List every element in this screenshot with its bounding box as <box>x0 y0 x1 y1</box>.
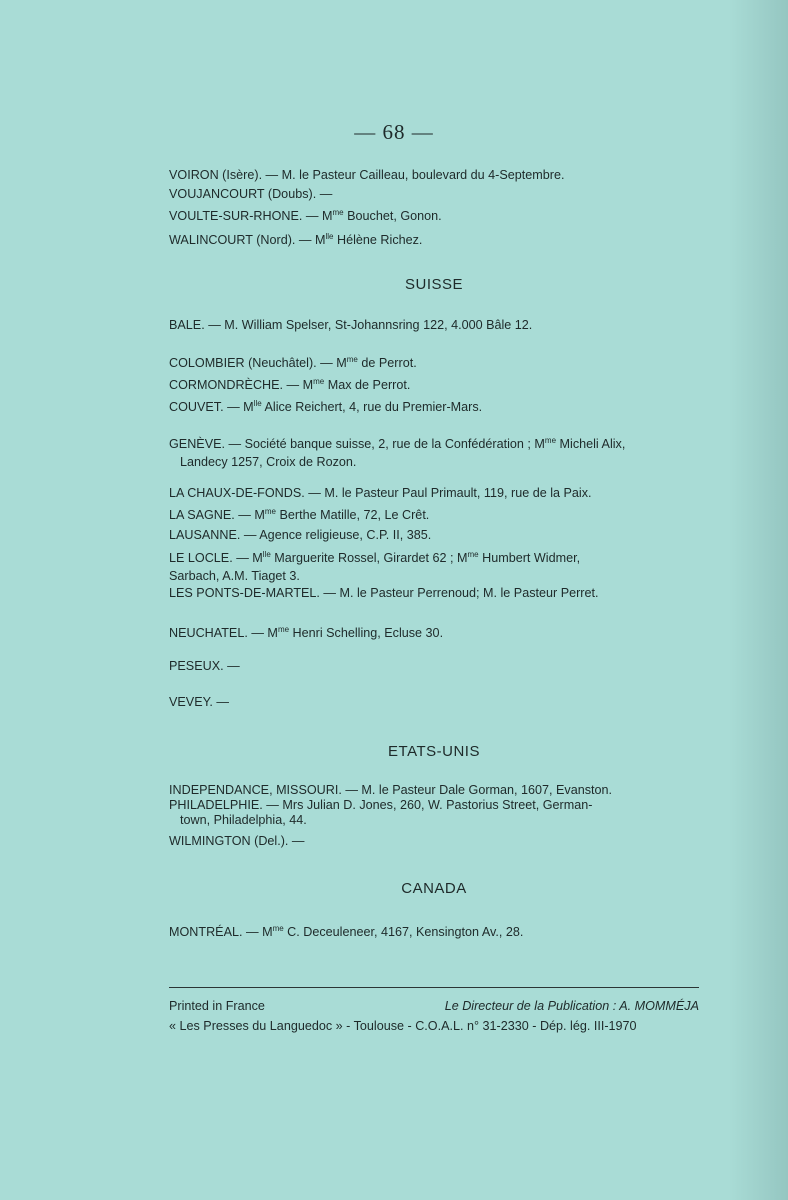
imprint-footer <box>169 996 699 1036</box>
entry-lausanne: LAUSANNE. — Agence religieuse, C.P. II, 385. <box>169 528 432 542</box>
entry-independance: INDEPENDANCE, MISSOURI. — M. le Pasteur Dale Gorman, 1607, Evanston. <box>169 783 613 797</box>
printed-in-label: Printed in France <box>169 999 265 1013</box>
entry-voujancourt: VOUJANCOURT (Doubs). — <box>169 187 333 201</box>
entry-wilmington: WILMINGTON (Del.). — <box>169 834 305 848</box>
publication-director: Le Directeur de la Publication : A. MOMMÉJA <box>444 999 699 1013</box>
entry-colombier: COLOMBIER (Neuchâtel). — $M^{me}$ de Perrot. <box>169 355 417 370</box>
entry-la-chaux-de-fonds: LA CHAUX-DE-FONDS. — M. le Pasteur Paul Primault, 119, rue de la Paix. <box>169 486 592 500</box>
imprint-row <box>169 996 699 1016</box>
entry-les-ponts-de-martel: LES PONTS-DE-MARTEL. — M. le Pasteur Perrenoud; M. le Pasteur Perret. <box>169 586 599 600</box>
section-title-suisse: SUISSE <box>404 276 464 293</box>
entry-le-locle: LE LOCLE. — $M^{lle}$ Marguerite Rossel, Girardet 62 ; $M^{me}$ Humbert Widmer, Sarbach, A.M. Tiaget 3. <box>169 550 581 583</box>
page-shadow <box>728 0 788 1200</box>
entry-montreal: MONTRÉAL. — $M^{me}$ C. Deceuleneer, 4167, Kensington Av., 28. <box>169 924 524 939</box>
entry-bale: BALE. — M. William Spelser, St-Johannsring 122, 4.000 Bâle 12. <box>169 318 533 332</box>
footer-rule <box>169 987 699 988</box>
entry-philadelphie: PHILADELPHIE. — Mrs Julian D. Jones, 260, W. Pastorius Street, German- town, Philadelphia, 44. <box>169 798 593 827</box>
entry-voulte: VOULTE-SUR-RHONE. — $M^{me}$ Bouchet, Gonon. <box>169 208 442 223</box>
entry-peseux: PESEUX. — <box>169 659 240 673</box>
section-title-canada: CANADA <box>401 880 467 897</box>
entry-couvet: COUVET. — $M^{lle}$ Alice Reichert, 4, rue du Premier-Mars. <box>169 399 483 414</box>
entry-neuchatel: NEUCHATEL. — $M^{me}$ Henri Schelling, Ecluse 30. <box>169 625 444 640</box>
section-title-etats-unis: ETATS-UNIS <box>388 743 480 760</box>
entry-vevey: VEVEY. — <box>169 695 229 709</box>
entry-voiron: VOIRON (Isère). — M. le Pasteur Cailleau, boulevard du 4-Septembre. <box>169 168 565 182</box>
entry-walincourt: WALINCOURT (Nord). — $M^{lle}$ Hélène Richez. <box>169 232 423 247</box>
entry-geneve: GENÈVE. — Société banque suisse, 2, rue de la Confédération ; $M^{me}$ Micheli Alix, Landecy 1257, Croix de Rozon. <box>169 436 626 469</box>
printer-info: « Les Presses du Languedoc » - Toulouse - C.O.A.L. n° 31-2330 - Dép. lég. III-1970 <box>169 1019 637 1033</box>
entry-la-sagne: LA SAGNE. — $M^{me}$ Berthe Matille, 72, Le Crêt. <box>169 507 430 522</box>
entry-cormondreche: CORMONDRÈCHE. — $M^{me}$ Max de Perrot. <box>169 377 411 392</box>
page-number: — 68 — <box>354 120 434 144</box>
